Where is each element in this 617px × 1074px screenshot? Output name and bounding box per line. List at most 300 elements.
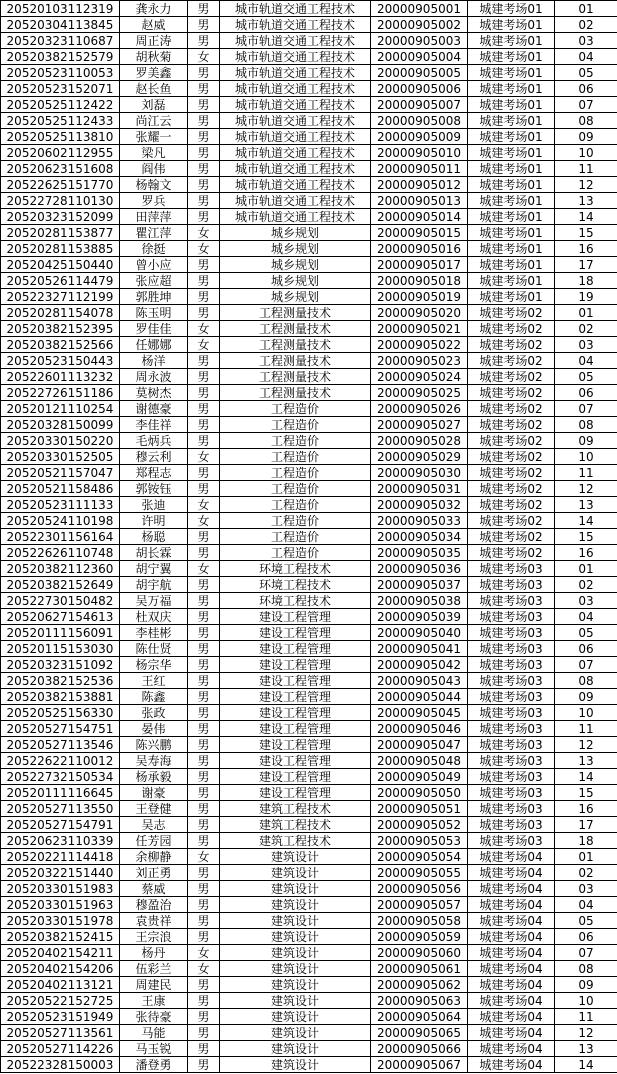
major-cell: 工程造价	[220, 433, 371, 449]
name-cell: 周永波	[120, 369, 188, 385]
gender-cell: 女	[188, 321, 220, 337]
major-cell: 城市轨道交通工程技术	[220, 113, 371, 129]
student-id-cell: 20520382152415	[1, 929, 120, 945]
student-id-cell: 20520627154613	[1, 609, 120, 625]
name-cell: 马玉锐	[120, 1041, 188, 1057]
gender-cell: 男	[188, 1009, 220, 1025]
table-row	[1, 737, 617, 753]
table-row	[1, 769, 617, 785]
gender-cell: 男	[188, 913, 220, 929]
student-id-cell: 20520402154206	[1, 961, 120, 977]
name-cell: 杨宗华	[120, 657, 188, 673]
ticket-number-cell: 20000905001	[371, 1, 468, 17]
seat-number-cell: 12	[555, 1025, 617, 1041]
table-row	[1, 529, 617, 545]
name-cell: 任芳园	[120, 833, 188, 849]
seat-number-cell: 14	[555, 1057, 617, 1073]
student-id-cell: 20520382152395	[1, 321, 120, 337]
seat-number-cell: 17	[555, 817, 617, 833]
ticket-number-cell: 20000905037	[371, 577, 468, 593]
table-row	[1, 401, 617, 417]
exam-room-cell: 城建考场03	[468, 689, 555, 705]
seat-number-cell: 12	[555, 737, 617, 753]
ticket-number-cell: 20000905058	[371, 913, 468, 929]
student-id-cell: 20522301156164	[1, 529, 120, 545]
exam-room-cell: 城建考场01	[468, 81, 555, 97]
gender-cell: 男	[188, 401, 220, 417]
exam-room-cell: 城建考场01	[468, 273, 555, 289]
seat-number-cell: 11	[555, 1009, 617, 1025]
seat-number-cell: 07	[555, 945, 617, 961]
gender-cell: 男	[188, 977, 220, 993]
exam-room-cell: 城建考场01	[468, 193, 555, 209]
exam-room-cell: 城建考场01	[468, 113, 555, 129]
student-id-cell: 20520281154078	[1, 305, 120, 321]
ticket-number-cell: 20000905067	[371, 1057, 468, 1073]
ticket-number-cell: 20000905011	[371, 161, 468, 177]
gender-cell: 男	[188, 641, 220, 657]
major-cell: 城市轨道交通工程技术	[220, 193, 371, 209]
name-cell: 张应超	[120, 273, 188, 289]
table-body	[1, 1, 617, 1073]
major-cell: 工程造价	[220, 497, 371, 513]
table-row	[1, 577, 617, 593]
major-cell: 工程造价	[220, 545, 371, 561]
ticket-number-cell: 20000905020	[371, 305, 468, 321]
table-row	[1, 721, 617, 737]
gender-cell: 女	[188, 337, 220, 353]
ticket-number-cell: 20000905014	[371, 209, 468, 225]
gender-cell: 女	[188, 225, 220, 241]
name-cell: 郭铵钰	[120, 481, 188, 497]
seat-number-cell: 14	[555, 513, 617, 529]
exam-room-cell: 城建考场01	[468, 241, 555, 257]
major-cell: 环境工程技术	[220, 577, 371, 593]
name-cell: 杨聪	[120, 529, 188, 545]
student-id-cell: 20520523151949	[1, 1009, 120, 1025]
name-cell: 余柳静	[120, 849, 188, 865]
table-row	[1, 337, 617, 353]
major-cell: 建设工程管理	[220, 737, 371, 753]
major-cell: 城市轨道交通工程技术	[220, 33, 371, 49]
exam-room-cell: 城建考场01	[468, 1, 555, 17]
student-id-cell: 20520525113810	[1, 129, 120, 145]
exam-room-cell: 城建考场01	[468, 49, 555, 65]
table-row	[1, 945, 617, 961]
name-cell: 伍彩兰	[120, 961, 188, 977]
name-cell: 张耀一	[120, 129, 188, 145]
major-cell: 城市轨道交通工程技术	[220, 129, 371, 145]
student-id-cell: 20520402113121	[1, 977, 120, 993]
exam-room-cell: 城建考场03	[468, 625, 555, 641]
table-row	[1, 913, 617, 929]
gender-cell: 男	[188, 577, 220, 593]
student-id-cell: 20520527114226	[1, 1041, 120, 1057]
seat-number-cell: 08	[555, 961, 617, 977]
table-row	[1, 897, 617, 913]
name-cell: 谢豪	[120, 785, 188, 801]
seat-number-cell: 13	[555, 193, 617, 209]
name-cell: 郑程志	[120, 465, 188, 481]
seat-number-cell: 12	[555, 177, 617, 193]
name-cell: 许明	[120, 513, 188, 529]
gender-cell: 男	[188, 257, 220, 273]
seat-number-cell: 03	[555, 593, 617, 609]
exam-room-cell: 城建考场02	[468, 433, 555, 449]
major-cell: 工程造价	[220, 449, 371, 465]
major-cell: 建筑设计	[220, 993, 371, 1009]
major-cell: 建筑设计	[220, 913, 371, 929]
gender-cell: 男	[188, 417, 220, 433]
exam-room-cell: 城建考场03	[468, 769, 555, 785]
major-cell: 环境工程技术	[220, 593, 371, 609]
name-cell: 周正涛	[120, 33, 188, 49]
major-cell: 城市轨道交通工程技术	[220, 65, 371, 81]
table-row	[1, 801, 617, 817]
major-cell: 建筑工程技术	[220, 801, 371, 817]
major-cell: 建设工程管理	[220, 673, 371, 689]
major-cell: 建筑设计	[220, 977, 371, 993]
table-row	[1, 209, 617, 225]
seat-number-cell: 15	[555, 529, 617, 545]
name-cell: 吴万福	[120, 593, 188, 609]
student-id-cell: 20522730150482	[1, 593, 120, 609]
student-id-cell: 20520382153881	[1, 689, 120, 705]
major-cell: 建筑工程技术	[220, 817, 371, 833]
gender-cell: 男	[188, 65, 220, 81]
exam-room-cell: 城建考场03	[468, 753, 555, 769]
exam-room-cell: 城建考场04	[468, 865, 555, 881]
seat-number-cell: 10	[555, 449, 617, 465]
seat-number-cell: 16	[555, 801, 617, 817]
table-row	[1, 497, 617, 513]
name-cell: 阎伟	[120, 161, 188, 177]
name-cell: 谢德豪	[120, 401, 188, 417]
table-row	[1, 993, 617, 1009]
table-row	[1, 193, 617, 209]
seat-number-cell: 01	[555, 305, 617, 321]
ticket-number-cell: 20000905018	[371, 273, 468, 289]
gender-cell: 男	[188, 753, 220, 769]
table-row	[1, 593, 617, 609]
seat-number-cell: 02	[555, 17, 617, 33]
ticket-number-cell: 20000905063	[371, 993, 468, 1009]
ticket-number-cell: 20000905033	[371, 513, 468, 529]
student-id-cell: 20520527113550	[1, 801, 120, 817]
student-id-cell: 20520382152579	[1, 49, 120, 65]
ticket-number-cell: 20000905026	[371, 401, 468, 417]
table-row	[1, 609, 617, 625]
exam-room-cell: 城建考场03	[468, 641, 555, 657]
seat-number-cell: 05	[555, 913, 617, 929]
student-id-cell: 20520121110254	[1, 401, 120, 417]
gender-cell: 男	[188, 161, 220, 177]
major-cell: 建设工程管理	[220, 769, 371, 785]
name-cell: 龚永力	[120, 1, 188, 17]
seat-number-cell: 11	[555, 721, 617, 737]
student-id-cell: 20520525112422	[1, 97, 120, 113]
table-row	[1, 449, 617, 465]
gender-cell: 女	[188, 945, 220, 961]
table-row	[1, 145, 617, 161]
student-id-cell: 20522601113232	[1, 369, 120, 385]
student-id-cell: 20520523152071	[1, 81, 120, 97]
ticket-number-cell: 20000905047	[371, 737, 468, 753]
major-cell: 建设工程管理	[220, 689, 371, 705]
ticket-number-cell: 20000905031	[371, 481, 468, 497]
name-cell: 晏伟	[120, 721, 188, 737]
major-cell: 建筑设计	[220, 865, 371, 881]
name-cell: 赵威	[120, 17, 188, 33]
ticket-number-cell: 20000905004	[371, 49, 468, 65]
name-cell: 杨承毅	[120, 769, 188, 785]
exam-room-cell: 城建考场03	[468, 721, 555, 737]
name-cell: 陈玉明	[120, 305, 188, 321]
ticket-number-cell: 20000905015	[371, 225, 468, 241]
student-id-cell: 20520111156091	[1, 625, 120, 641]
seat-number-cell: 04	[555, 609, 617, 625]
student-id-cell: 20520525112433	[1, 113, 120, 129]
table-row	[1, 657, 617, 673]
exam-room-cell: 城建考场01	[468, 65, 555, 81]
student-id-cell: 20520521158486	[1, 481, 120, 497]
ticket-number-cell: 20000905049	[371, 769, 468, 785]
seat-number-cell: 02	[555, 865, 617, 881]
table-row	[1, 753, 617, 769]
table-row	[1, 161, 617, 177]
exam-room-cell: 城建考场03	[468, 833, 555, 849]
major-cell: 城乡规划	[220, 289, 371, 305]
ticket-number-cell: 20000905010	[371, 145, 468, 161]
student-id-cell: 20520402154211	[1, 945, 120, 961]
gender-cell: 男	[188, 81, 220, 97]
gender-cell: 男	[188, 193, 220, 209]
gender-cell: 男	[188, 657, 220, 673]
table-row	[1, 817, 617, 833]
student-id-cell: 20520323151092	[1, 657, 120, 673]
ticket-number-cell: 20000905008	[371, 113, 468, 129]
major-cell: 建设工程管理	[220, 705, 371, 721]
name-cell: 马能	[120, 1025, 188, 1041]
ticket-number-cell: 20000905025	[371, 385, 468, 401]
seat-number-cell: 18	[555, 273, 617, 289]
seat-number-cell: 06	[555, 929, 617, 945]
seat-number-cell: 01	[555, 849, 617, 865]
major-cell: 建筑设计	[220, 945, 371, 961]
major-cell: 工程造价	[220, 529, 371, 545]
major-cell: 城乡规划	[220, 241, 371, 257]
student-id-cell: 20520525156330	[1, 705, 120, 721]
exam-room-cell: 城建考场02	[468, 401, 555, 417]
seat-number-cell: 07	[555, 657, 617, 673]
ticket-number-cell: 20000905039	[371, 609, 468, 625]
seat-number-cell: 08	[555, 673, 617, 689]
gender-cell: 男	[188, 833, 220, 849]
table-row	[1, 65, 617, 81]
table-row	[1, 1025, 617, 1041]
exam-room-cell: 城建考场03	[468, 561, 555, 577]
table-row	[1, 881, 617, 897]
gender-cell: 男	[188, 33, 220, 49]
seat-number-cell: 16	[555, 545, 617, 561]
seat-number-cell: 19	[555, 289, 617, 305]
table-row	[1, 257, 617, 273]
gender-cell: 女	[188, 241, 220, 257]
student-id-cell: 20520330152505	[1, 449, 120, 465]
ticket-number-cell: 20000905034	[371, 529, 468, 545]
student-id-cell: 20520304113845	[1, 17, 120, 33]
major-cell: 城市轨道交通工程技术	[220, 1, 371, 17]
name-cell: 胡宁翼	[120, 561, 188, 577]
ticket-number-cell: 20000905061	[371, 961, 468, 977]
major-cell: 建设工程管理	[220, 721, 371, 737]
seat-number-cell: 12	[555, 481, 617, 497]
table-row	[1, 1057, 617, 1073]
gender-cell: 男	[188, 353, 220, 369]
seat-number-cell: 06	[555, 81, 617, 97]
major-cell: 工程造价	[220, 481, 371, 497]
major-cell: 建筑设计	[220, 929, 371, 945]
gender-cell: 男	[188, 545, 220, 561]
exam-room-cell: 城建考场01	[468, 33, 555, 49]
exam-room-cell: 城建考场03	[468, 657, 555, 673]
gender-cell: 女	[188, 513, 220, 529]
exam-room-cell: 城建考场02	[468, 513, 555, 529]
gender-cell: 男	[188, 1, 220, 17]
table-row	[1, 833, 617, 849]
name-cell: 莫树杰	[120, 385, 188, 401]
major-cell: 建筑设计	[220, 1057, 371, 1073]
ticket-number-cell: 20000905042	[371, 657, 468, 673]
ticket-number-cell: 20000905013	[371, 193, 468, 209]
exam-room-cell: 城建考场03	[468, 609, 555, 625]
name-cell: 毛炳兵	[120, 433, 188, 449]
seat-number-cell: 16	[555, 241, 617, 257]
ticket-number-cell: 20000905023	[371, 353, 468, 369]
major-cell: 工程造价	[220, 417, 371, 433]
exam-room-cell: 城建考场02	[468, 369, 555, 385]
exam-room-cell: 城建考场04	[468, 977, 555, 993]
table-row	[1, 49, 617, 65]
student-id-cell: 20520524110198	[1, 513, 120, 529]
major-cell: 建筑设计	[220, 1009, 371, 1025]
ticket-number-cell: 20000905035	[371, 545, 468, 561]
gender-cell: 男	[188, 113, 220, 129]
major-cell: 建设工程管理	[220, 609, 371, 625]
gender-cell: 男	[188, 721, 220, 737]
gender-cell: 男	[188, 929, 220, 945]
table-row	[1, 177, 617, 193]
student-id-cell: 20520221114418	[1, 849, 120, 865]
table-row	[1, 129, 617, 145]
name-cell: 潘登勇	[120, 1057, 188, 1073]
ticket-number-cell: 20000905021	[371, 321, 468, 337]
ticket-number-cell: 20000905065	[371, 1025, 468, 1041]
ticket-number-cell: 20000905054	[371, 849, 468, 865]
student-id-cell: 20522327112199	[1, 289, 120, 305]
seat-number-cell: 08	[555, 113, 617, 129]
student-id-cell: 20520527154751	[1, 721, 120, 737]
student-id-cell: 20520111116645	[1, 785, 120, 801]
major-cell: 建设工程管理	[220, 753, 371, 769]
table-row	[1, 97, 617, 113]
student-id-cell: 20520623151608	[1, 161, 120, 177]
gender-cell: 男	[188, 993, 220, 1009]
exam-room-cell: 城建考场02	[468, 529, 555, 545]
exam-room-cell: 城建考场02	[468, 417, 555, 433]
major-cell: 工程测量技术	[220, 321, 371, 337]
student-id-cell: 20520322151440	[1, 865, 120, 881]
exam-room-cell: 城建考场03	[468, 705, 555, 721]
student-id-cell: 20522622110012	[1, 753, 120, 769]
gender-cell: 男	[188, 817, 220, 833]
ticket-number-cell: 20000905019	[371, 289, 468, 305]
gender-cell: 男	[188, 481, 220, 497]
name-cell: 罗美鑫	[120, 65, 188, 81]
name-cell: 李佳祥	[120, 417, 188, 433]
exam-room-cell: 城建考场04	[468, 1009, 555, 1025]
gender-cell: 女	[188, 849, 220, 865]
seat-number-cell: 18	[555, 833, 617, 849]
exam-room-cell: 城建考场02	[468, 545, 555, 561]
student-id-cell: 20520115153030	[1, 641, 120, 657]
exam-room-cell: 城建考场01	[468, 257, 555, 273]
table-row	[1, 417, 617, 433]
student-id-cell: 20520527113561	[1, 1025, 120, 1041]
major-cell: 城市轨道交通工程技术	[220, 49, 371, 65]
table-row	[1, 513, 617, 529]
student-id-cell: 20520526114479	[1, 273, 120, 289]
exam-room-cell: 城建考场03	[468, 785, 555, 801]
seat-number-cell: 10	[555, 993, 617, 1009]
ticket-number-cell: 20000905040	[371, 625, 468, 641]
table-row	[1, 369, 617, 385]
ticket-number-cell: 20000905055	[371, 865, 468, 881]
name-cell: 王登健	[120, 801, 188, 817]
ticket-number-cell: 20000905007	[371, 97, 468, 113]
student-id-cell: 20520521157047	[1, 465, 120, 481]
table-row	[1, 465, 617, 481]
seat-number-cell: 05	[555, 625, 617, 641]
gender-cell: 男	[188, 209, 220, 225]
seat-number-cell: 17	[555, 257, 617, 273]
seat-number-cell: 05	[555, 65, 617, 81]
major-cell: 工程造价	[220, 465, 371, 481]
exam-room-cell: 城建考场03	[468, 577, 555, 593]
gender-cell: 男	[188, 465, 220, 481]
exam-room-cell: 城建考场04	[468, 897, 555, 913]
table-row	[1, 849, 617, 865]
seat-number-cell: 01	[555, 1, 617, 17]
student-id-cell: 20520523111133	[1, 497, 120, 513]
seat-number-cell: 04	[555, 49, 617, 65]
ticket-number-cell: 20000905012	[371, 177, 468, 193]
seat-number-cell: 15	[555, 225, 617, 241]
major-cell: 工程测量技术	[220, 369, 371, 385]
ticket-number-cell: 20000905046	[371, 721, 468, 737]
name-cell: 穆云利	[120, 449, 188, 465]
seat-number-cell: 06	[555, 641, 617, 657]
major-cell: 城市轨道交通工程技术	[220, 17, 371, 33]
name-cell: 刘正勇	[120, 865, 188, 881]
student-id-cell: 20522728110130	[1, 193, 120, 209]
ticket-number-cell: 20000905057	[371, 897, 468, 913]
student-id-cell: 20520330151978	[1, 913, 120, 929]
name-cell: 吴志	[120, 817, 188, 833]
major-cell: 工程测量技术	[220, 305, 371, 321]
major-cell: 城市轨道交通工程技术	[220, 177, 371, 193]
exam-room-cell: 城建考场04	[468, 945, 555, 961]
